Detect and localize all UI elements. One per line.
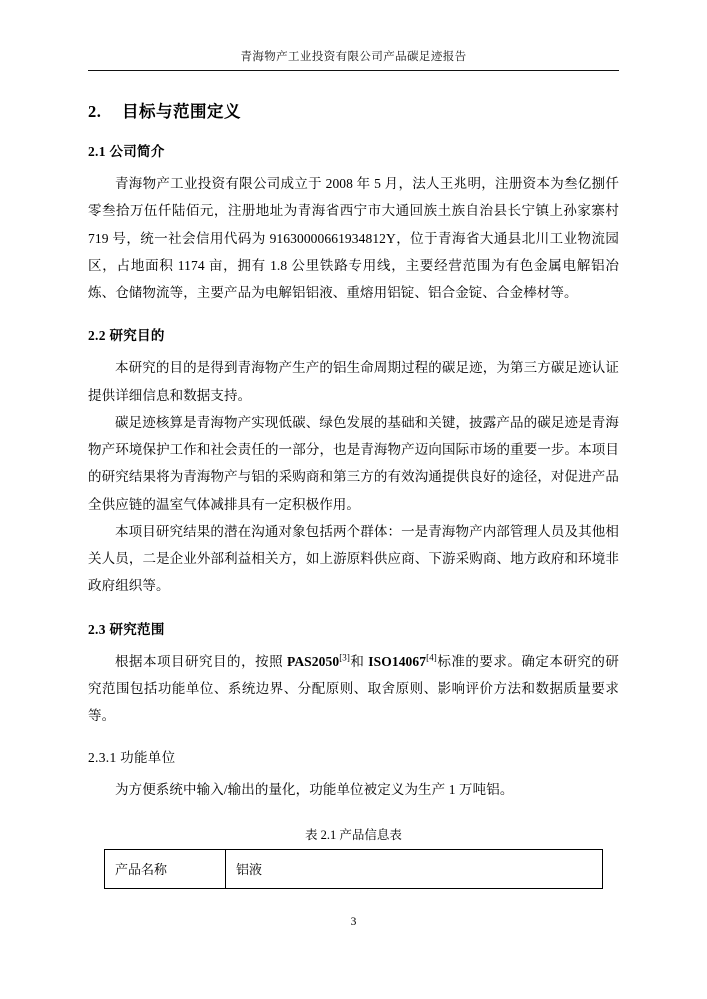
page-number: 3 (350, 916, 357, 928)
page-header: 青海物产工业投资有限公司产品碳足迹报告 (240, 51, 467, 63)
header-divider (88, 70, 619, 71)
standard-iso14067: ISO14067 (368, 653, 427, 669)
paragraph-company-profile: 青海物产工业投资有限公司成立于 2008 年 5 月，法人王兆明，注册资本为叁亿捌仟零叁拾万伍仟陆佰元，注册地址为青海省西宁市大通回族土族自治县长宁镇上孙家寨村 719 号，统一社会信用代码为 91630000661934812Y，位于青海省大通县北川工业物流园区，占地面积 1174 亩，拥有 1.8 公里铁路专用线，主要经营范围为有色金属电解铝冶炼、仓储物流等，主要产品为电解铝铝液、重熔用铝锭、铝合金锭、合金棒材等。 (88, 176, 619, 301)
scope-text-suffix: 标准的要求。确定本研究的研究范围包括功能单位、系统边界、分配原则、取舍原则、影响评价方法和数据质量要求等。 (88, 653, 620, 724)
subsubsection-heading-functional-unit: 2.3.1 功能单位 (88, 749, 176, 765)
standard-pas2050: PAS2050 (286, 653, 340, 669)
subsection-heading-company-profile: 2.1 公司简介 (88, 144, 165, 159)
paragraph-research-purpose-3: 本项目研究结果的潜在沟通对象包括两个群体：一是青海物产内部管理人员及其他相关人员，二是企业外部利益相关方，如上游原料供应商、下游采购商、地方政府和环境非政府组织等。 (88, 523, 619, 594)
paragraph-research-scope (88, 648, 619, 730)
subsection-heading-research-purpose: 2.2 研究目的 (88, 328, 165, 344)
reference-marker-3: [3] (339, 652, 350, 663)
paragraph-functional-unit: 为方便系统中输入/输出的量化，功能单位被定义为生产 1 万吨铝。 (115, 781, 514, 797)
scope-text-conj: 和 (349, 653, 369, 669)
scope-text-prefix: 根据本项目研究目的，按照 (115, 653, 287, 669)
section-heading (88, 98, 619, 122)
table-cell-label: 产品名称 (105, 849, 226, 888)
table-caption: 表 2.1 产品信息表 (305, 827, 402, 842)
table-cell-value: 铝液 (226, 849, 603, 888)
reference-marker-4: [4] (426, 652, 437, 663)
section-title: 目标与范围定义 (122, 102, 241, 121)
document-body (88, 88, 619, 889)
product-info-table (104, 849, 603, 889)
table-row (105, 849, 603, 888)
section-number: 2. (88, 102, 102, 121)
paragraph-research-purpose-1: 本研究的目的是得到青海物产生产的铝生命周期过程的碳足迹，为第三方碳足迹认证提供详细信息和数据支持。 (88, 360, 619, 403)
paragraph-research-purpose-2: 碳足迹核算是青海物产实现低碳、绿色发展的基础和关键，披露产品的碳足迹是青海物产环境保护工作和社会责任的一部分，也是青海物产迈向国际市场的重要一步。本项目的研究结果将为青海物产与铝的采购商和第三方的有效沟通提供良好的途径，对促进产品全供应链的温室气体减排具有一定积极作用。 (88, 414, 619, 512)
subsection-heading-research-scope: 2.3 研究范围 (88, 621, 165, 637)
